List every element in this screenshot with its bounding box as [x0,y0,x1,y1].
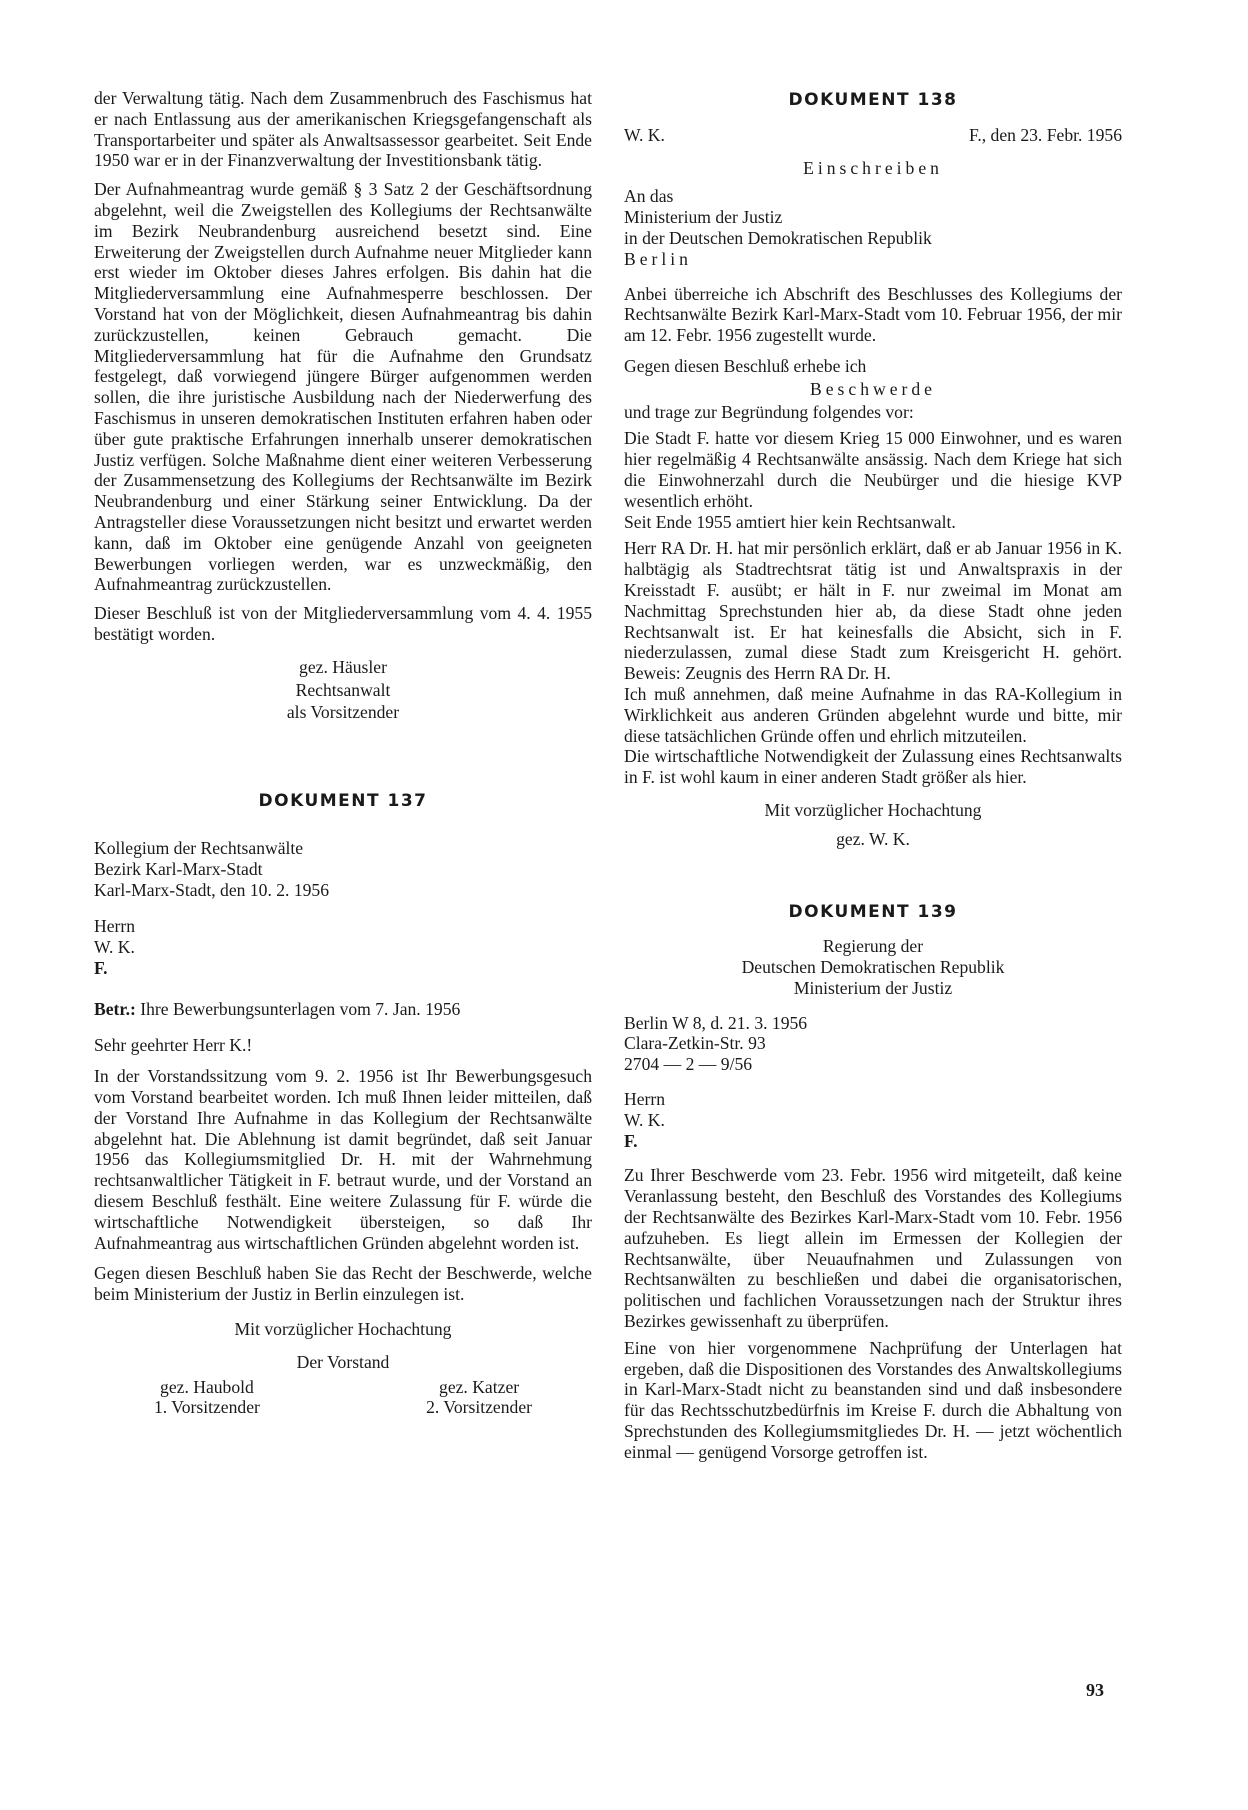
address-line: F. [94,957,108,978]
address-line: F. [624,1130,638,1151]
paragraph: Gegen diesen Beschluß haben Sie das Recht der Beschwerde, welche beim Ministerium der Justiz in Berlin einzulegen ist. [94,1263,592,1305]
signature-title: Rechtsanwalt [295,679,391,700]
document-heading: DOKUMENT 137 [258,791,428,812]
sender-date-row [624,125,1122,146]
paragraph: Die wirtschaftliche Notwendigkeit der Zulassung eines Rechtsanwalts in F. ist wohl kaum in einer anderen Stadt größer als hier. [624,746,1122,788]
registered-mail-label: Einschreiben [803,157,943,178]
address-line: W. K. [624,1109,665,1130]
reference-block [624,1013,1122,1075]
address-line: An das [624,186,674,207]
signature: gez. W. K. [836,828,910,849]
paragraph: Eine von hier vorgenommene Nachprüfung der Unterlagen hat ergeben, daß die Dispositionen des Vorstandes des Anwaltskollegiums in Karl-Marx-Stadt nicht zu beanstanden sind und daß insbesondere für das Rechtsschutzbedürfnis im Kreise F. durch die Abhaltung von Sprechstunden des Kollegiumsmitgliedes Dr. H. — jetzt wöchentlich einmal — genügend Vorsorge getroffen ist. [624,1337,1122,1462]
paragraph: Die Stadt F. hatte vor diesem Krieg 15 000 Einwohner, und es waren hier regelmäßig 4 Rechtsanwälte ansässig. Nach dem Kriege hat sich die Einwohnerzahl durch die Neubürger und die hiesige KVP wesentlich erhöht. [624,428,1122,511]
page-number: 93 [1086,1680,1104,1700]
signer-name: gez. Haubold [160,1376,254,1397]
paragraph: Zu Ihrer Beschwerde vom 23. Febr. 1956 wird mitgeteilt, daß keine Veranlassung besteht, den Beschluß des Vorstandes des Kollegiums der Rechtsanwälte des Bezirkes Karl-Marx-Stadt vom 10. Febr. 1956 aufzuheben. Es liegt allein im Ermessen der Kollegien der Rechtsanwälte, über Neuaufnahmen und Zulassungen von Rechtsanwälten zu beschließen und dabei die organisatorischen, politischen und fachlichen Voraussetzungen nach der Struktur ihres Bezirkes gewissenhaft zu überprüfen. [624,1165,1122,1332]
paragraph: Herr RA Dr. H. hat mir persönlich erklärt, daß er ab Januar 1956 in K. halbtägig als Stadtrechtsrat tätig ist und Anwaltspraxis in der Kreisstadt F. ausübt; er hält in F. nur zweimal im Monat am Nachmittag Sprechstunden hier ab, da diese Stadt ohne jeden Rechtsanwalt ist. Er hat keinesfalls die Absicht, sich in F. niederzulassen, zumal diese Stadt zum Kreisgericht H. gehört. Beweis: Zeugnis des Herrn RA Dr. H. [624,538,1122,684]
signer-role: 2. Vorsitzender [426,1397,532,1418]
sender-line: Karl-Marx-Stadt, den 10. 2. 1956 [94,879,330,900]
address-line: Berlin [624,248,692,269]
sender-line: Ministerium der Justiz [793,977,953,998]
paragraph: der Verwaltung tätig. Nach dem Zusammenbruch des Faschismus hat er nach Entlassung aus der amerikanischen Kriegsgefangenschaft als Transportarbeiter und später als Anwaltsassessor gearbeitet. Seit Ende 1950 war er in der Finanzverwaltung der Investitionsbank tätig. [94,88,592,171]
letter-date: F., den 23. Febr. 1956 [968,124,1122,145]
signature-name: gez. Häusler [299,656,387,677]
closing: Mit vorzüglicher Hochachtung [234,1319,452,1340]
sender-name: W. K. [624,124,665,145]
paragraph: In der Vorstandssitzung vom 9. 2. 1956 ist Ihr Bewerbungsgesuch vom Vorstand bearbeitet worden. Ich muß Ihnen leider mitteilen, daß der Vorstand Ihre Aufnahme in das Kollegium der Rechtsanwälte abgelehnt hat. Die Ablehnung ist damit begründet, daß seit Januar 1956 das Kollegiumsmitglied Dr. H. mit der Wahrnehmung rechtsanwaltlicher Tätigkeit in F. betraut wurde, und der Vorstand an diesem Beschluß festhält. Eine weitere Zulassung für F. würde die wirtschaftliche Notwendigkeit übersteigen, so daß Ihr Aufnahmeantrag aus wirtschaftlichen Gründen abgelehnt worden ist. [94,1066,592,1253]
signer-role: 1. Vorsitzender [154,1397,260,1418]
paragraph: Dieser Beschluß ist von der Mitgliederversammlung vom 4. 4. 1955 bestätigt worden. [94,603,592,644]
address-line: Herrn [624,1089,666,1110]
paragraph: Ich muß annehmen, daß meine Aufnahme in das RA-Kollegium in Wirklichkeit aus anderen Gründen abgelehnt wurde und bitte, mir diese tatsächlichen Gründe offen und ehrlich mitzuteilen. [624,683,1122,746]
sender-line: Kollegium der Rechtsanwälte [94,837,304,858]
paragraph: und trage zur Begründung folgendes vor: [624,401,914,422]
right-column [624,88,1122,1463]
sender-line: Bezirk Karl-Marx-Stadt [94,858,263,879]
subject-text: Ihre Bewerbungsunterlagen vom 7. Jan. 1956 [135,998,461,1019]
address-block [94,916,592,978]
board-label: Der Vorstand [296,1351,390,1372]
address-line: Ministerium der Justiz [624,207,783,228]
sender-line: Regierung der [822,936,924,957]
paragraph: Gegen diesen Beschluß erhebe ich [624,355,867,376]
subject-line [94,999,592,1020]
paragraph: Seit Ende 1955 amtiert hier kein Rechtsanwalt. [624,511,956,532]
signature-row [94,1377,592,1419]
address-line: W. K. [94,937,135,958]
sender-block [94,838,592,900]
sender-line: Deutschen Demokratischen Republik [741,957,1005,978]
sender-block [624,936,1122,998]
signature-1 [154,1377,260,1419]
left-column [94,88,592,1418]
subject-label: Betr.: [94,998,136,1019]
paragraph: Der Aufnahmeantrag wurde gemäß § 3 Satz 2 der Geschäftsordnung abgelehnt, weil die Zweigstellen des Kollegiums der Rechtsanwälte im Bezirk Neubrandenburg ausreichend besetzt sind. Eine Erweiterung der Zweigstellen durch Aufnahme neuer Mitglieder kann erst wieder im Oktober dieses Jahres erfolgen. Bis dahin hat die Mitgliederversammlung eine Aufnahmesperre beschlossen. Der Vorstand hat von der Möglichkeit, diesen Aufnahmeantrag bis dahin zurückzustellen, keinen Gebrauch gemacht. Die Mitgliederversammlung hat für die Aufnahme den Grundsatz festgelegt, daß vorwiegend jüngere Bürger aufgenommen werden sollen, die ihre juristische Ausbildung nach der Niederwerfung des Faschismus in unseren demokratischen Instituten erfahren haben oder über gute praktische Erfahrungen innerhalb unserer demokratischen Justiz verfügen. Solche Maßnahme dient einer weiteren Verbesserung der Zusammensetzung des Kollegiums der Rechtsanwälte im Bezirk Neubrandenburg und einer Stärkung seiner Entwicklung. Da der Antragsteller diese Voraussetzungen nicht besitzt und erwartet werden kann, daß im Oktober eine genügende Anzahl von geeigneten Bewerbungen vorliegen werden, war es unzweckmäßig, den Aufnahmeantrag zurückzustellen. [94,179,592,595]
reference-number: 2704 — 2 — 9/56 [624,1054,753,1075]
signature-2 [426,1377,532,1419]
place-date: Berlin W 8, d. 21. 3. 1956 [624,1012,808,1033]
signature-block [94,657,592,723]
closing: Mit vorzüglicher Hochachtung [764,799,982,820]
salutation: Sehr geehrter Herr K.! [94,1035,253,1056]
signature-role: als Vorsitzender [286,702,400,723]
signer-name: gez. Katzer [439,1376,520,1397]
complaint-label: Beschwerde [810,378,936,399]
paragraph: Anbei überreiche ich Abschrift des Beschlusses des Kollegiums der Rechtsanwälte Bezirk Karl-Marx-Stadt vom 10. Februar 1956, der mir am 12. Febr. 1956 zugestellt wurde. [624,283,1122,346]
address-block [624,186,1122,269]
address-line: in der Deutschen Demokratischen Republik [624,227,932,248]
address-block [624,1089,1122,1151]
street-address: Clara-Zetkin-Str. 93 [624,1033,766,1054]
document-heading: DOKUMENT 139 [788,901,958,922]
address-line: Herrn [94,916,136,937]
document-heading: DOKUMENT 138 [788,90,958,110]
